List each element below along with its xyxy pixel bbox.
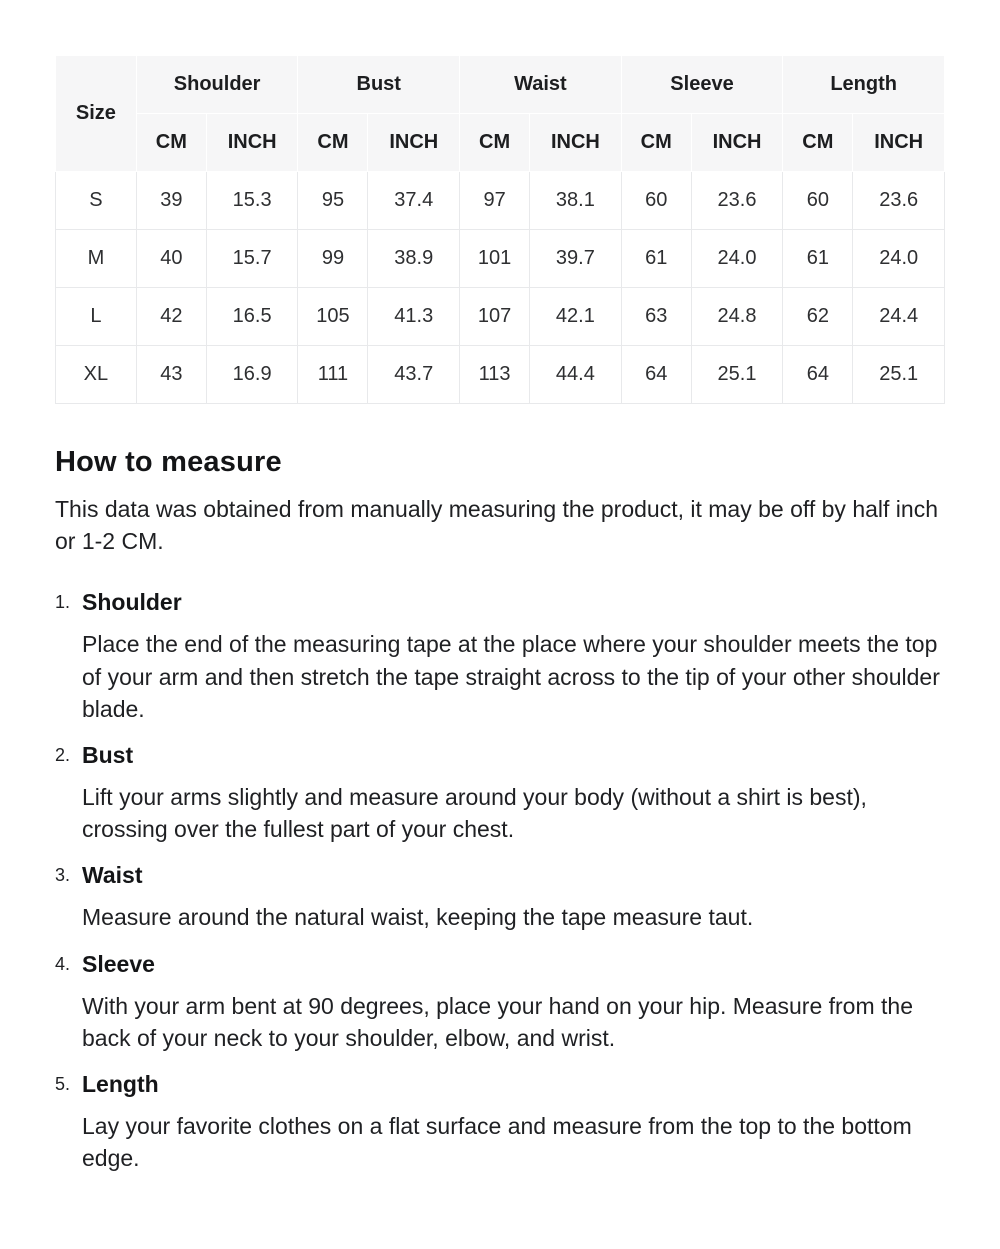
- list-item-sleeve: [55, 949, 945, 1054]
- cell: 60: [621, 172, 691, 230]
- size-chart-header: [56, 56, 945, 172]
- unit-header: CM: [298, 114, 368, 172]
- cell: 44.4: [530, 346, 622, 404]
- step-term: Waist: [82, 862, 143, 889]
- cell: 24.0: [691, 230, 783, 288]
- step-description: Lay your favorite clothes on a flat surface and measure from the top to the bottom edge.: [82, 1112, 912, 1172]
- table-row-l: [56, 288, 945, 346]
- size-label: XL: [56, 346, 137, 404]
- step-number: 3.: [55, 865, 71, 886]
- cell: 15.3: [206, 172, 298, 230]
- size-label: L: [56, 288, 137, 346]
- table-row-s: [56, 172, 945, 230]
- cell: 64: [783, 346, 853, 404]
- cell: 61: [621, 230, 691, 288]
- how-to-measure-intro: This data was obtained from manually measuring the product, it may be off by half inch or 1-2 CM.: [55, 496, 938, 555]
- cell: 24.8: [691, 288, 783, 346]
- cell: 42.1: [530, 288, 622, 346]
- unit-header: INCH: [368, 114, 460, 172]
- cell: 95: [298, 172, 368, 230]
- group-header-waist: Waist: [460, 56, 622, 114]
- group-header-bust: Bust: [298, 56, 460, 114]
- cell: 105: [298, 288, 368, 346]
- step-term: Bust: [82, 741, 134, 768]
- unit-header: INCH: [853, 114, 945, 172]
- cell: 111: [298, 346, 368, 404]
- cell: 101: [460, 230, 530, 288]
- size-chart-body: [56, 172, 945, 404]
- list-item-bust: [55, 740, 945, 845]
- unit-header: CM: [783, 114, 853, 172]
- group-header-length: Length: [783, 56, 945, 114]
- cell: 38.9: [368, 230, 460, 288]
- cell: 99: [298, 230, 368, 288]
- cell: 64: [621, 346, 691, 404]
- step-number: 4.: [55, 953, 71, 974]
- header-unit-row: [56, 114, 945, 172]
- step-number: 2.: [55, 744, 71, 765]
- size-column-header: Size: [56, 56, 137, 172]
- step-description: Measure around the natural waist, keeping the tape measure taut.: [82, 904, 754, 931]
- cell: 16.5: [206, 288, 298, 346]
- cell: 25.1: [853, 346, 945, 404]
- size-chart-table: [55, 55, 945, 404]
- cell: 24.0: [853, 230, 945, 288]
- table-row-xl: [56, 346, 945, 404]
- list-item-waist: [55, 860, 945, 933]
- unit-header: INCH: [530, 114, 622, 172]
- size-label: S: [56, 172, 137, 230]
- cell: 61: [783, 230, 853, 288]
- size-label: M: [56, 230, 137, 288]
- cell: 24.4: [853, 288, 945, 346]
- cell: 39: [136, 172, 206, 230]
- group-header-shoulder: Shoulder: [136, 56, 298, 114]
- unit-header: CM: [460, 114, 530, 172]
- cell: 62: [783, 288, 853, 346]
- cell: 40: [136, 230, 206, 288]
- cell: 43: [136, 346, 206, 404]
- cell: 25.1: [691, 346, 783, 404]
- cell: 23.6: [853, 172, 945, 230]
- step-term: Sleeve: [82, 950, 155, 977]
- unit-header: CM: [136, 114, 206, 172]
- cell: 107: [460, 288, 530, 346]
- step-description: With your arm bent at 90 degrees, place your hand on your hip. Measure from the back of your neck to your shoulder, elbow, and wrist.: [82, 992, 913, 1051]
- step-term: Shoulder: [82, 589, 182, 616]
- cell: 60: [783, 172, 853, 230]
- table-row-m: [56, 230, 945, 288]
- unit-header: INCH: [206, 114, 298, 172]
- cell: 97: [460, 172, 530, 230]
- cell: 23.6: [691, 172, 783, 230]
- unit-header: CM: [621, 114, 691, 172]
- unit-header: INCH: [691, 114, 783, 172]
- cell: 15.7: [206, 230, 298, 288]
- cell: 39.7: [530, 230, 622, 288]
- group-header-sleeve: Sleeve: [621, 56, 783, 114]
- header-group-row: [56, 56, 945, 114]
- how-to-measure-heading: How to measure: [55, 446, 282, 478]
- cell: 16.9: [206, 346, 298, 404]
- cell: 43.7: [368, 346, 460, 404]
- cell: 63: [621, 288, 691, 346]
- cell: 41.3: [368, 288, 460, 346]
- cell: 42: [136, 288, 206, 346]
- step-description: Lift your arms slightly and measure around your body (without a shirt is best), crossing over the fullest part of your chest.: [82, 783, 867, 843]
- step-term: Length: [82, 1070, 159, 1097]
- measure-steps-list: [55, 587, 945, 1174]
- step-number: 5.: [55, 1073, 71, 1094]
- list-item-shoulder: [55, 587, 945, 725]
- cell: 38.1: [530, 172, 622, 230]
- list-item-length: [55, 1069, 945, 1174]
- step-description: Place the end of the measuring tape at the place where your shoulder meets the top of your arm and then stretch the tape straight across to the tip of your other shoulder blade.: [82, 631, 940, 722]
- cell: 37.4: [368, 172, 460, 230]
- step-number: 1.: [55, 592, 71, 613]
- cell: 113: [460, 346, 530, 404]
